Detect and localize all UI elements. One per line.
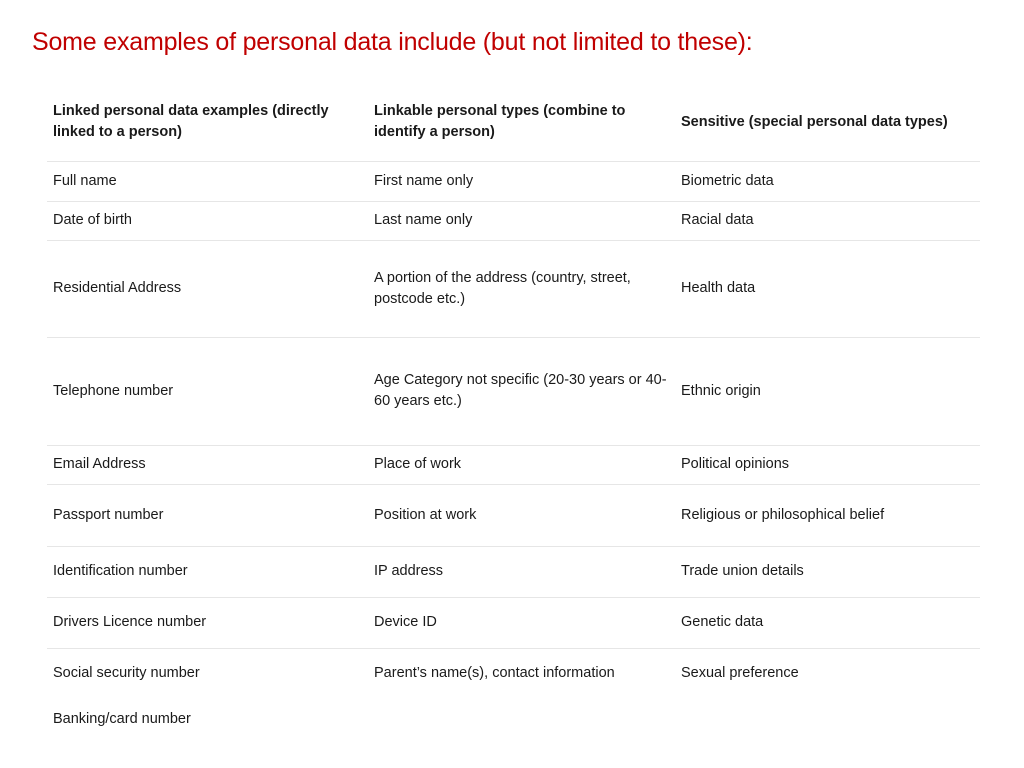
linkable-cell: Age Category not specific (20-30 years or 40-60 years etc.): [374, 372, 667, 409]
linkable-cell: First name only: [374, 172, 474, 189]
linked-cell: Passport number: [53, 506, 164, 523]
sensitive-cell: Racial data: [681, 212, 754, 228]
personal-data-table: [47, 84, 980, 739]
linkable-cell: Position at work: [374, 506, 477, 523]
linked-cell: Social security number: [53, 665, 200, 682]
table-body: [47, 161, 980, 739]
linked-cell: Telephone number: [53, 382, 174, 399]
table-row: [47, 201, 980, 240]
table-row: [47, 337, 980, 445]
page-title: Some examples of personal data include (but not limited to these):: [32, 28, 753, 56]
sensitive-cell: Political opinions: [681, 456, 790, 472]
header-row: [47, 84, 980, 161]
linked-cell: Full name: [53, 172, 117, 189]
linkable-cell: Device ID: [374, 614, 437, 630]
linked-cell: Email Address: [53, 456, 146, 472]
sensitive-cell: Trade union details: [681, 563, 804, 579]
header-linkable-personal-types: Linkable personal types (combine to identify a person): [374, 103, 626, 141]
table-header: [47, 84, 980, 161]
personal-data-table-container: [47, 84, 980, 739]
linkable-cell: [368, 699, 675, 739]
table-row: [47, 546, 980, 597]
table-row: [47, 699, 980, 739]
header-sensitive-data: Sensitive (special personal data types): [681, 113, 948, 130]
header-linked-personal-data: Linked personal data examples (directly linked to a person): [53, 103, 329, 141]
sensitive-cell: Biometric data: [681, 172, 774, 189]
linkable-cell: Parent’s name(s), contact information: [374, 665, 615, 682]
table-row: [47, 648, 980, 699]
linkable-cell: IP address: [374, 563, 444, 579]
sensitive-cell: Religious or philosophical belief: [681, 506, 885, 523]
linked-cell: Residential Address: [53, 280, 182, 296]
table-row: [47, 597, 980, 648]
table-row: [47, 484, 980, 546]
linkable-cell: Last name only: [374, 212, 473, 228]
sensitive-cell: [675, 699, 980, 739]
table-row: [47, 161, 980, 201]
table-row: [47, 240, 980, 337]
linked-cell: Banking/card number: [53, 710, 191, 727]
sensitive-cell: Sexual preference: [681, 665, 799, 682]
linkable-cell: A portion of the address (country, street, postcode etc.): [374, 269, 631, 307]
linked-cell: Date of birth: [53, 212, 132, 228]
table-row: [47, 445, 980, 484]
linked-cell: Drivers Licence number: [53, 614, 207, 630]
linked-cell: Identification number: [53, 563, 188, 579]
linkable-cell: Place of work: [374, 456, 462, 472]
sensitive-cell: Ethnic origin: [681, 382, 761, 399]
sensitive-cell: Genetic data: [681, 614, 764, 630]
sensitive-cell: Health data: [681, 280, 756, 296]
